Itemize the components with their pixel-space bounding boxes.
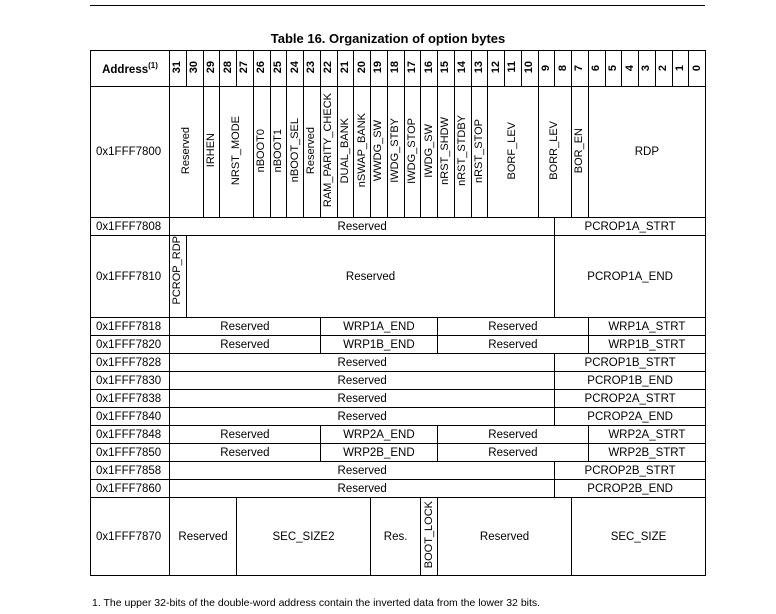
address-cell: 0x1FFF7830 <box>91 372 170 390</box>
field-reserved: Reserved <box>170 444 321 462</box>
field-wrp1b-strt: WRP1B_STRT <box>588 336 705 354</box>
table-row <box>91 444 706 462</box>
bit-header: 4 <box>622 51 639 87</box>
bit-header: 27 <box>237 51 254 87</box>
field-nboot0: nBOOT0 <box>253 87 270 218</box>
address-header: Address$^{(1)}$ <box>91 51 170 87</box>
field-wrp1b-end: WRP1B_END <box>320 336 437 354</box>
field-res: Res. <box>371 498 421 576</box>
field-wrp2a-end: WRP2A_END <box>320 426 437 444</box>
field-sec-size: SEC_SIZE <box>572 498 706 576</box>
field-borr-lev: BORR_LEV <box>538 87 572 218</box>
bit-header: 25 <box>270 51 287 87</box>
field-nswap-bank: nSWAP_BANK <box>354 87 371 218</box>
field-dual-bank: DUAL_BANK <box>337 87 354 218</box>
field-reserved: Reserved <box>170 218 555 236</box>
bit-header: 18 <box>387 51 404 87</box>
field-pcrop2a-end: PCROP2A_END <box>555 408 706 426</box>
footnote: 1. The upper 32-bits of the double-word address contain the inverted data from the lower 32 bits. <box>92 597 541 609</box>
address-cell: 0x1FFF7820 <box>91 336 170 354</box>
table-row <box>91 426 706 444</box>
field-reserved: Reserved <box>170 480 555 498</box>
field-iwdg-sw: IWDG_SW <box>421 87 438 218</box>
field-sec-size2: SEC_SIZE2 <box>237 498 371 576</box>
field-wrp1a-end: WRP1A_END <box>320 318 437 336</box>
bit-header: 31 <box>170 51 187 87</box>
table-row <box>91 218 706 236</box>
bit-header: 20 <box>354 51 371 87</box>
bit-header: 29 <box>203 51 220 87</box>
table-row <box>91 462 706 480</box>
field-iwdg-stop: IWDG_STOP <box>404 87 421 218</box>
bit-header: 16 <box>421 51 438 87</box>
bit-header: 6 <box>588 51 605 87</box>
bit-header: 12 <box>488 51 505 87</box>
field-iwdg-stby: IWDG_STBY <box>387 87 404 218</box>
field-reserved: Reserved <box>438 336 589 354</box>
bit-header: 3 <box>639 51 656 87</box>
address-cell: 0x1FFF7808 <box>91 218 170 236</box>
address-cell: 0x1FFF7870 <box>91 498 170 576</box>
field-borf-lev: BORF_LEV <box>488 87 538 218</box>
bit-header: 1 <box>672 51 689 87</box>
field-reserved: Reserved <box>170 462 555 480</box>
bit-header: 17 <box>404 51 421 87</box>
address-cell: 0x1FFF7838 <box>91 390 170 408</box>
field-ram-parity-check: RAM_PARITY_CHECK <box>320 87 337 218</box>
field-boot-lock: BOOT_LOCK <box>421 498 438 576</box>
field-reserved: Reserved <box>304 87 321 218</box>
address-cell: 0x1FFF7828 <box>91 354 170 372</box>
option-bytes-table <box>90 50 706 576</box>
bit-header: 28 <box>220 51 237 87</box>
bit-header: 15 <box>438 51 455 87</box>
bit-header: 9 <box>538 51 555 87</box>
field-pcrop1a-strt: PCROP1A_STRT <box>555 218 706 236</box>
field-reserved: Reserved <box>170 390 555 408</box>
bit-header: 7 <box>572 51 589 87</box>
table-row <box>91 372 706 390</box>
field-reserved: Reserved <box>170 426 321 444</box>
field-irhen: IRHEN <box>203 87 220 218</box>
address-cell: 0x1FFF7818 <box>91 318 170 336</box>
field-reserved: Reserved <box>438 498 572 576</box>
bit-header: 14 <box>454 51 471 87</box>
field-pcrop2b-end: PCROP2B_END <box>555 480 706 498</box>
header-row <box>91 51 706 87</box>
field-nrst-mode: NRST_MODE <box>220 87 254 218</box>
field-rdp: RDP <box>588 87 705 218</box>
bit-header: 13 <box>471 51 488 87</box>
bit-header: 2 <box>655 51 672 87</box>
bit-header: 26 <box>253 51 270 87</box>
field-reserved: Reserved <box>170 498 237 576</box>
bit-header: 8 <box>555 51 572 87</box>
field-bor-en: BOR_EN <box>572 87 589 218</box>
field-pcrop-rdp: PCROP_RDP <box>170 236 187 318</box>
bit-header: 19 <box>371 51 388 87</box>
field-nrst-stop: nRST_STOP <box>471 87 488 218</box>
address-cell: 0x1FFF7810 <box>91 236 170 318</box>
bit-header: 10 <box>521 51 538 87</box>
field-pcrop1b-strt: PCROP1B_STRT <box>555 354 706 372</box>
field-reserved: Reserved <box>170 354 555 372</box>
field-reserved: Reserved <box>170 336 321 354</box>
field-pcrop1a-end: PCROP1A_END <box>555 236 706 318</box>
field-wrp2b-strt: WRP2B_STRT <box>588 444 705 462</box>
bit-header: 11 <box>505 51 522 87</box>
address-cell: 0x1FFF7840 <box>91 408 170 426</box>
field-nrst-stdby: nRST_STDBY <box>454 87 471 218</box>
field-pcrop2b-strt: PCROP2B_STRT <box>555 462 706 480</box>
table-row <box>91 390 706 408</box>
table-row <box>91 318 706 336</box>
field-reserved: Reserved <box>438 444 589 462</box>
address-cell: 0x1FFF7860 <box>91 480 170 498</box>
table-row <box>91 87 706 218</box>
field-nrst-shdw: nRST_SHDW <box>438 87 455 218</box>
field-reserved: Reserved <box>170 372 555 390</box>
field-pcrop2a-strt: PCROP2A_STRT <box>555 390 706 408</box>
field-reserved: Reserved <box>170 318 321 336</box>
field-nboot-sel: nBOOT_SEL <box>287 87 304 218</box>
table-row <box>91 480 706 498</box>
bit-header: 24 <box>287 51 304 87</box>
bit-header: 30 <box>186 51 203 87</box>
table-row <box>91 236 706 318</box>
field-reserved: Reserved <box>438 426 589 444</box>
table-row <box>91 498 706 576</box>
field-wrp1a-strt: WRP1A_STRT <box>588 318 705 336</box>
table-row <box>91 354 706 372</box>
field-reserved: Reserved <box>170 408 555 426</box>
field-reserved: Reserved <box>438 318 589 336</box>
field-nboot1: nBOOT1 <box>270 87 287 218</box>
page-top-rule <box>90 5 705 6</box>
bit-header: 23 <box>304 51 321 87</box>
bit-header: 5 <box>605 51 622 87</box>
field-wwdg-sw: WWDG_SW <box>371 87 388 218</box>
table-row <box>91 408 706 426</box>
bit-header: 0 <box>689 51 706 87</box>
table-row <box>91 336 706 354</box>
field-wrp2b-end: WRP2B_END <box>320 444 437 462</box>
field-wrp2a-strt: WRP2A_STRT <box>588 426 705 444</box>
address-cell: 0x1FFF7800 <box>91 87 170 218</box>
table-title: Table 16. Organization of option bytes <box>270 31 506 46</box>
bit-header: 21 <box>337 51 354 87</box>
address-cell: 0x1FFF7848 <box>91 426 170 444</box>
field-reserved: Reserved <box>186 236 555 318</box>
bit-header: 22 <box>320 51 337 87</box>
address-cell: 0x1FFF7850 <box>91 444 170 462</box>
address-cell: 0x1FFF7858 <box>91 462 170 480</box>
field-reserved: Reserved <box>170 87 204 218</box>
field-pcrop1b-end: PCROP1B_END <box>555 372 706 390</box>
